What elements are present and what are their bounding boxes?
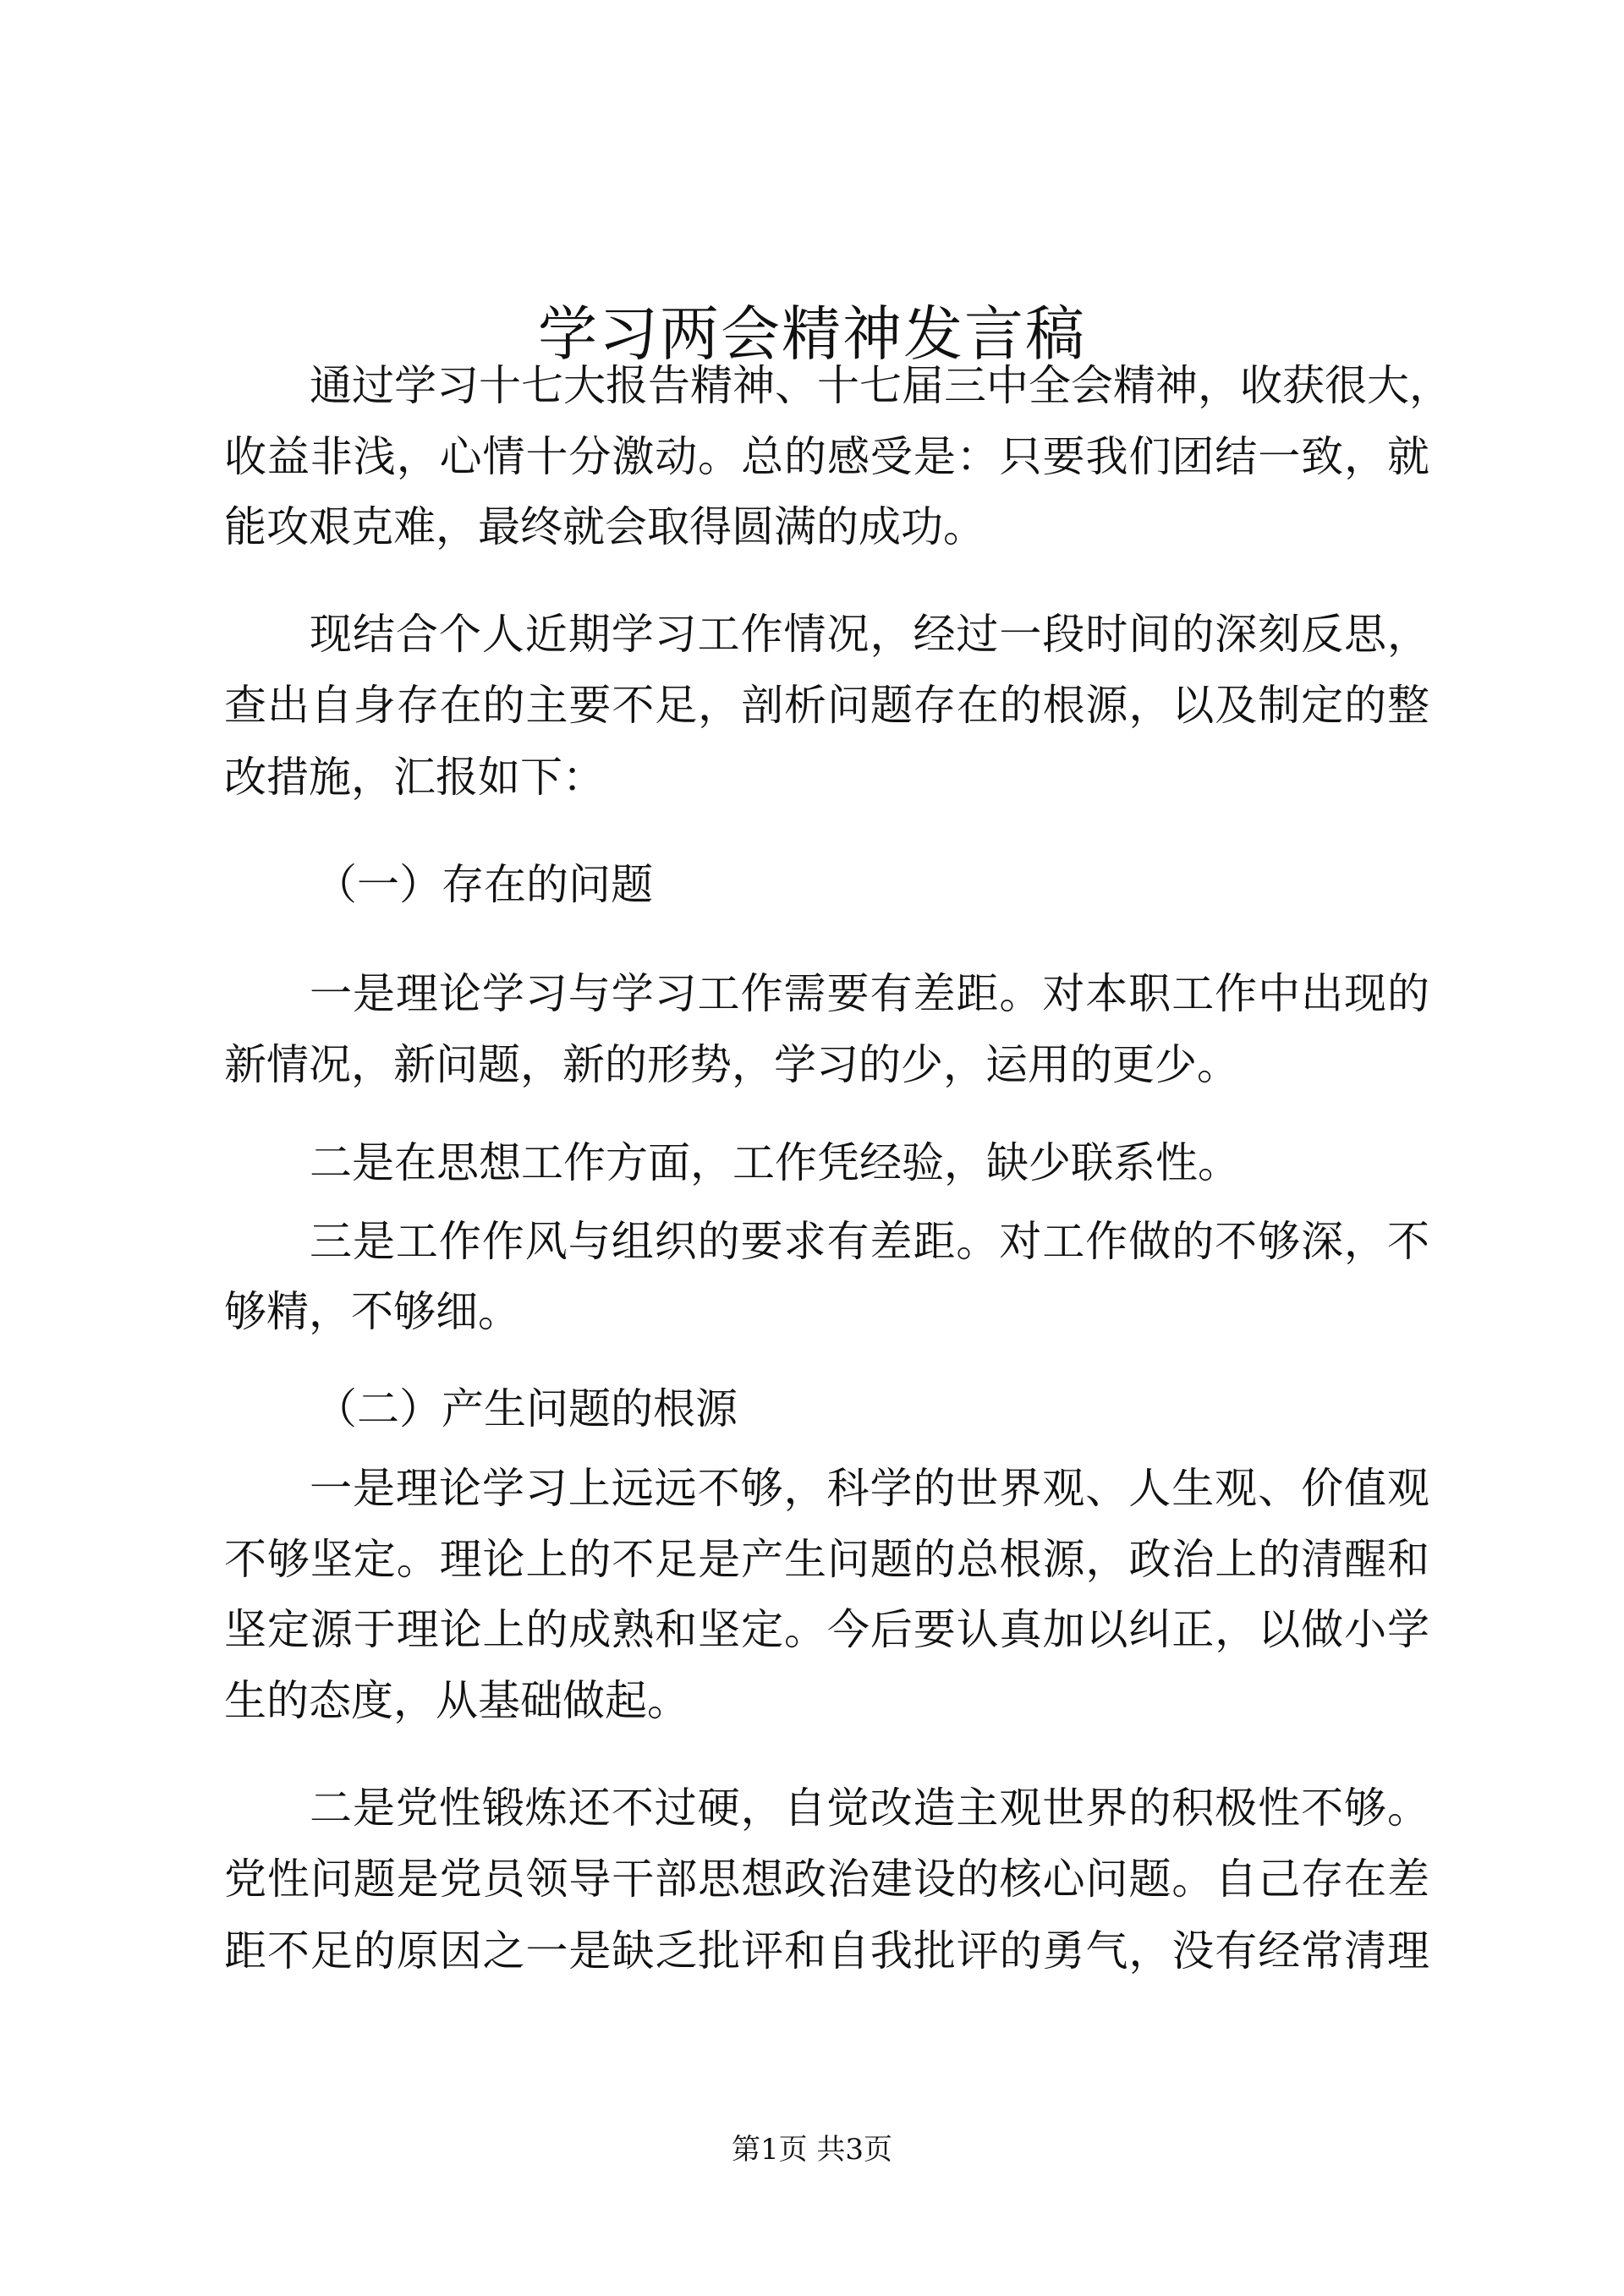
paragraph-line: 党性问题是党员领导干部思想政治建设的核心问题。自己存在差 (224, 1855, 1429, 1904)
paragraph-line: 距不足的原因之一是缺乏批评和自我批评的勇气，没有经常清理 (224, 1926, 1429, 1975)
document-title: 学习两会精神发言稿 (538, 299, 1086, 369)
paragraph-line: 二是在思想工作方面，工作凭经验，缺少联系性。 (310, 1138, 1240, 1187)
paragraph-line: 通过学习十七大报告精神、十七届三中全会精神，收获很大， (310, 361, 1451, 410)
paragraph-line: 一是理论学习与学习工作需要有差距。对本职工作中出现的 (310, 969, 1429, 1018)
paragraph-line: 能攻艰克难，最终就会取得圆满的成功。 (224, 502, 985, 551)
page-footer: 第1页 共3页 (731, 2133, 893, 2167)
paragraph-line: 现结合个人近期学习工作情况，经过一段时间的深刻反思， (310, 610, 1429, 659)
paragraph-line: 改措施，汇报如下： (224, 753, 605, 802)
section-heading: （二）产生问题的根源 (315, 1384, 738, 1433)
paragraph-line: 三是工作作风与组织的要求有差距。对工作做的不够深，不 (310, 1217, 1429, 1266)
paragraph-line: 二是党性锻炼还不过硬，自觉改造主观世界的积极性不够。 (310, 1784, 1429, 1833)
paragraph-line: 坚定源于理论上的成熟和坚定。今后要认真加以纠正，以做小学 (224, 1605, 1429, 1654)
paragraph-line: 不够坚定。理论上的不足是产生问题的总根源，政治上的清醒和 (224, 1535, 1429, 1584)
paragraph-line: 收益非浅，心情十分激动。总的感受是：只要我们团结一致，就 (224, 432, 1429, 481)
paragraph-line: 新情况，新问题，新的形势，学习的少，运用的更少。 (224, 1040, 1239, 1089)
paragraph-line: 够精，不够细。 (224, 1287, 520, 1336)
paragraph-line: 查出自身存在的主要不足，剖析问题存在的根源，以及制定的整 (224, 681, 1429, 730)
paragraph-line: 生的态度，从基础做起。 (224, 1676, 689, 1725)
paragraph-line: 一是理论学习上远远不够，科学的世界观、人生观、价值观 (310, 1464, 1429, 1513)
section-heading: （一）存在的问题 (315, 860, 653, 909)
